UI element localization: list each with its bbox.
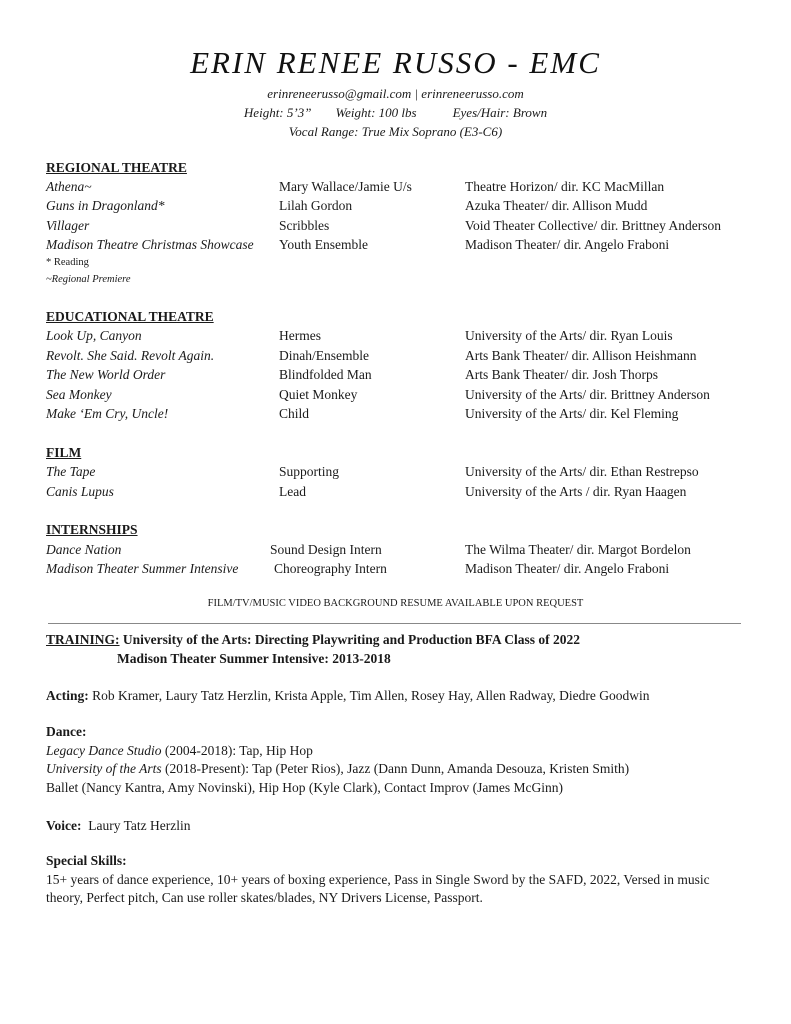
credit-role: Blindfolded Man (279, 367, 372, 382)
credit-title: Guns in Dragonland* (46, 198, 165, 213)
acting-section (46, 687, 746, 706)
credit-title: Dance Nation (46, 542, 122, 557)
credit-role: Choreography Intern (274, 561, 387, 576)
credit-venue: University of the Arts / dir. Ryan Haagen (465, 484, 687, 499)
credit-role: Sound Design Intern (270, 542, 382, 557)
weight-stat: Weight: 100 lbs (335, 105, 417, 120)
credit-venue: Madison Theater/ dir. Angelo Fraboni (465, 561, 670, 576)
height-stat: Height: 5’3” (243, 105, 312, 120)
dance-studio-uarts-detail: (2018-Present): Tap (Peter Rios), Jazz (Dann Dunn, Amanda Desouza, Kristen Smith) (165, 761, 630, 776)
educational-heading: EDUCATIONAL THEATRE (46, 309, 214, 324)
credit-role: Hermes (279, 328, 321, 343)
credit-venue: University of the Arts/ dir. Kel Fleming (465, 406, 679, 421)
credit-role: Child (279, 406, 310, 421)
voice-teacher: Laury Tatz Herzlin (88, 818, 191, 833)
credit-role: Mary Wallace/Jamie U/s (279, 179, 412, 194)
credit-role: Dinah/Ensemble (279, 348, 369, 363)
credit-row (46, 406, 746, 424)
credit-title: Look Up, Canyon (46, 328, 142, 343)
credit-role: Youth Ensemble (279, 237, 369, 252)
credit-row (46, 218, 746, 236)
dance-label: Dance: (46, 724, 87, 739)
credit-row (46, 561, 746, 579)
credit-venue: Void Theater Collective/ dir. Brittney Anderson (465, 218, 721, 233)
training-label: TRAINING: (46, 632, 120, 647)
credit-role: Supporting (279, 464, 340, 479)
dance-studio-uarts: University of the Arts (46, 761, 162, 776)
credit-row (46, 464, 746, 482)
credit-venue: University of the Arts/ dir. Ryan Louis (465, 328, 673, 343)
credit-role: Quiet Monkey (279, 387, 358, 402)
credit-title: Revolt. She Said. Revolt Again. (46, 348, 215, 363)
premiere-note: ~Regional Premiere (46, 274, 131, 285)
credit-row (46, 328, 746, 346)
credit-venue: University of the Arts/ dir. Brittney Anderson (465, 387, 710, 402)
vocal-range: Vocal Range: True Mix Soprano (E3-C6) (288, 124, 503, 139)
credit-row (46, 198, 746, 216)
training-intensive: Madison Theater Summer Intensive: 2013-2018 (117, 651, 391, 666)
dance-section (46, 723, 746, 797)
resume-name: ERIN RENEE RUSSO - EMC (190, 45, 601, 80)
credit-venue: Madison Theater/ dir. Angelo Fraboni (465, 237, 670, 252)
credit-row (46, 367, 746, 385)
credit-role: Scribbles (279, 218, 330, 233)
special-skills-line-1: 15+ years of dance experience, 10+ years of boxing experience, Pass in Single Sword by the SAFD, 2022, Versed in music (46, 871, 710, 887)
eyes-hair-stat: Eyes/Hair: Brown (452, 105, 548, 120)
availability-note: FILM/TV/MUSIC VIDEO BACKGROUND RESUME AVAILABLE UPON REQUEST (207, 598, 584, 609)
credit-title: The New World Order (46, 367, 166, 382)
contact-line: erinreneerusso@gmail.com | erinreneerusso.com (267, 86, 524, 101)
credit-venue: Arts Bank Theater/ dir. Josh Thorps (465, 367, 658, 382)
physical-stats (0, 105, 791, 121)
acting-label: Acting: (46, 688, 89, 703)
credit-venue: Azuka Theater/ dir. Allison Mudd (465, 198, 648, 213)
special-skills-label: Special Skills: (46, 853, 127, 868)
training-university: University of the Arts: Directing Playwriting and Production BFA Class of 2022 (122, 632, 580, 647)
dance-studio-legacy: Legacy Dance Studio (46, 742, 162, 758)
credit-row (46, 542, 746, 560)
special-skills-section (46, 852, 746, 908)
credit-title: Villager (46, 218, 90, 233)
credit-row (46, 237, 746, 255)
dance-line-3: Ballet (Nancy Kantra, Amy Novinski), Hip Hop (Kyle Clark), Contact Improv (James McGinn) (46, 779, 564, 795)
credit-role: Lead (279, 484, 306, 499)
credit-row (46, 348, 746, 366)
credit-row (46, 179, 746, 197)
internships-heading: INTERNSHIPS (46, 522, 138, 537)
credit-row (46, 484, 746, 502)
credit-row (46, 387, 746, 405)
special-skills-line-2: theory, Perfect pitch, Can use roller skates/blades, NY Drivers License, Passport. (46, 890, 483, 905)
regional-heading: REGIONAL THEATRE (46, 160, 187, 175)
credit-venue: Arts Bank Theater/ dir. Allison Heishmann (465, 348, 697, 363)
section-divider (48, 623, 741, 624)
credit-title: Madison Theatre Christmas Showcase (46, 237, 254, 252)
credit-venue: The Wilma Theater/ dir. Margot Bordelon (465, 542, 691, 557)
credit-venue: Theatre Horizon/ dir. KC MacMillan (465, 179, 665, 194)
voice-section (46, 817, 746, 836)
acting-teachers: Rob Kramer, Laury Tatz Herzlin, Krista Apple, Tim Allen, Rosey Hay, Allen Radway, Diedre Goodwin (92, 688, 650, 703)
credit-title: The Tape (46, 464, 96, 479)
training-line (46, 632, 580, 648)
reading-note: * Reading (46, 257, 89, 268)
credit-title: Make ‘Em Cry, Uncle! (46, 406, 169, 421)
credit-title: Sea Monkey (46, 387, 112, 402)
dance-studio-legacy-detail: (2004-2018): Tap, Hip Hop (164, 742, 313, 758)
credit-role: Lilah Gordon (279, 198, 353, 213)
credit-title: Canis Lupus (46, 484, 114, 499)
film-heading: FILM (46, 445, 82, 460)
voice-label: Voice: (46, 818, 82, 833)
credit-title: Athena~ (46, 179, 92, 194)
credit-title: Madison Theater Summer Intensive (46, 561, 239, 576)
credit-venue: University of the Arts/ dir. Ethan Restrepso (465, 464, 699, 479)
